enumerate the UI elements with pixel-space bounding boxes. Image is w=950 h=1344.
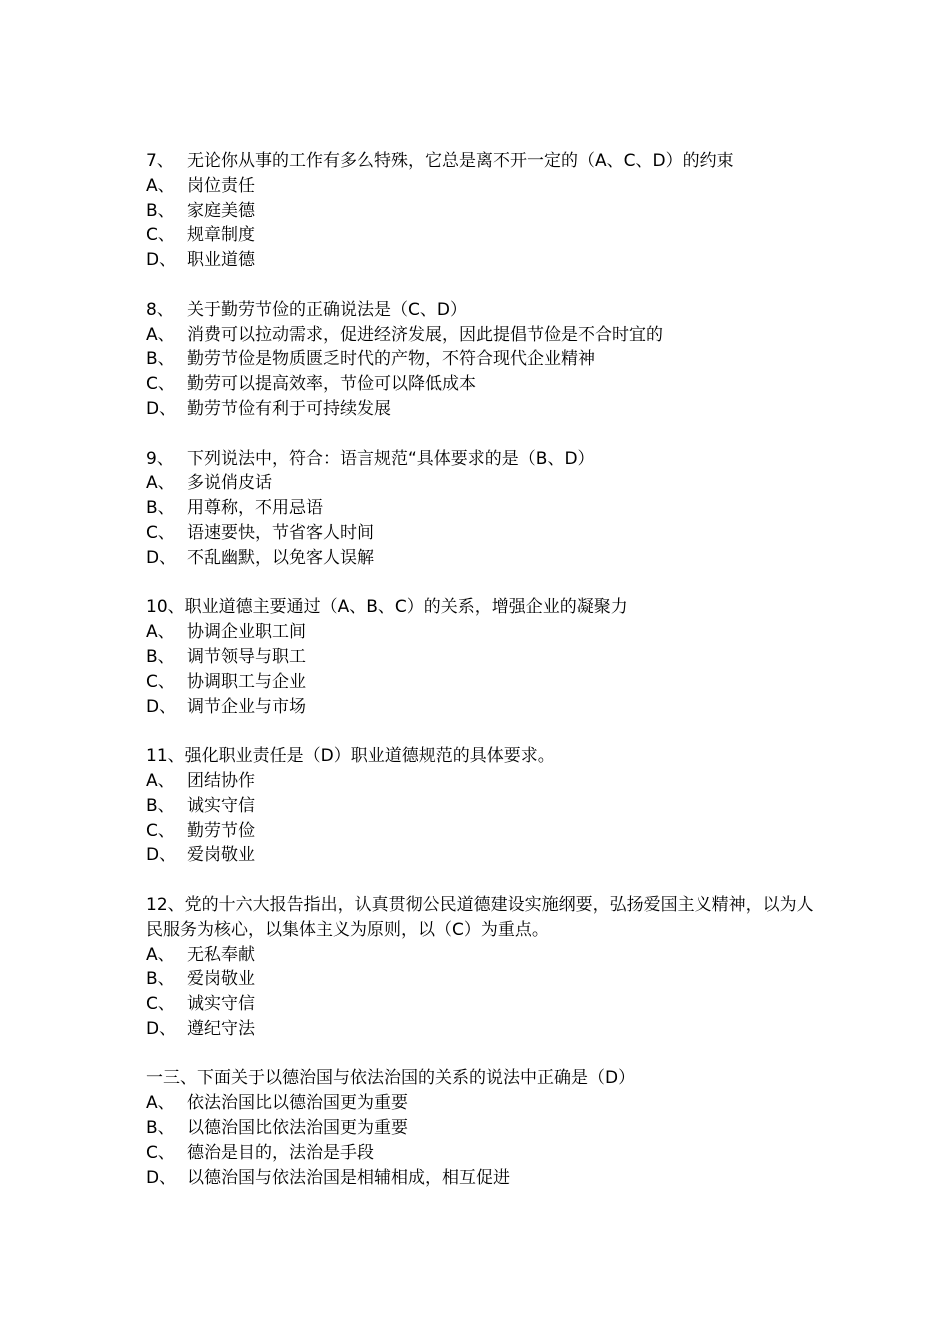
option-a xyxy=(146,323,816,348)
question-list xyxy=(146,149,816,1215)
question-number: 12、 xyxy=(146,894,185,915)
option-letter: A、 xyxy=(146,473,175,494)
option-text: 勤劳可以提高效率，节俭可以降低成本 xyxy=(187,374,476,395)
question-text: 下面关于以德治国与依法治国的关系的说法中正确是（D） xyxy=(197,1068,636,1089)
option-text: 职业道德 xyxy=(187,250,255,271)
option-letter: B、 xyxy=(146,646,175,667)
option-a xyxy=(146,620,816,645)
option-letter: B、 xyxy=(146,795,175,816)
option-text: 多说俏皮话 xyxy=(187,473,272,494)
option-b xyxy=(146,347,816,372)
option-text: 依法治国比以德治国更为重要 xyxy=(187,1093,408,1114)
option-text: 调节企业与市场 xyxy=(187,696,306,717)
option-text: 调节领导与职工 xyxy=(187,646,306,667)
option-letter: B、 xyxy=(146,498,175,519)
question-text: 职业道德主要通过（A、B、C）的关系，增强企业的凝聚力 xyxy=(184,597,628,618)
question-8 xyxy=(146,298,816,422)
option-letter: D、 xyxy=(146,398,177,419)
option-text: 岗位责任 xyxy=(187,175,255,196)
option-text: 勤劳节俭有利于可持续发展 xyxy=(187,398,391,419)
question-text: 无论你从事的工作有多么特殊，它总是离不开一定的（A、C、D）的约束 xyxy=(187,151,734,171)
option-letter: C、 xyxy=(146,374,175,395)
option-c xyxy=(146,372,816,397)
option-c xyxy=(146,670,816,695)
option-letter: A、 xyxy=(146,175,175,196)
option-c xyxy=(146,819,816,844)
option-text: 消费可以拉动需求，促进经济发展，因此提倡节俭是不合时宜的 xyxy=(187,324,663,345)
question-text: 强化职业责任是（D）职业道德规范的具体要求。 xyxy=(184,746,555,767)
option-c xyxy=(146,223,816,248)
question-stem xyxy=(146,893,816,943)
option-a xyxy=(146,1091,816,1116)
option-text: 用尊称，不用忌语 xyxy=(187,498,323,519)
question-stem xyxy=(146,149,816,174)
option-text: 诚实守信 xyxy=(187,795,255,816)
option-text: 无私奉献 xyxy=(187,944,255,965)
option-letter: A、 xyxy=(146,622,175,643)
option-letter: C、 xyxy=(146,820,175,841)
option-a xyxy=(146,769,816,794)
question-number: 11、 xyxy=(146,746,185,767)
option-text: 协调企业职工间 xyxy=(187,622,306,643)
option-text: 团结协作 xyxy=(187,770,255,791)
option-letter: C、 xyxy=(146,671,175,692)
option-text: 勤劳节俭是物质匮乏时代的产物，不符合现代企业精神 xyxy=(187,349,595,370)
question-number: 7、 xyxy=(146,151,174,171)
option-letter: D、 xyxy=(146,250,177,271)
option-text: 诚实守信 xyxy=(187,994,255,1015)
option-text: 遵纪守法 xyxy=(187,1018,255,1039)
option-c xyxy=(146,1141,816,1166)
option-d xyxy=(146,695,816,720)
option-b xyxy=(146,496,816,521)
option-letter: D、 xyxy=(146,1018,177,1039)
option-letter: C、 xyxy=(146,1142,175,1163)
question-text: 下列说法中，符合：语言规范“具体要求的是（B、D） xyxy=(187,448,595,469)
option-letter: C、 xyxy=(146,522,175,543)
question-stem xyxy=(146,298,816,323)
option-text: 不乱幽默，以免客人误解 xyxy=(187,547,374,568)
question-13 xyxy=(146,1066,816,1190)
option-b xyxy=(146,967,816,992)
option-text: 语速要快，节省客人时间 xyxy=(187,522,374,543)
option-d xyxy=(146,1166,816,1191)
question-text: 关于勤劳节俭的正确说法是（C、D） xyxy=(187,299,467,320)
question-11 xyxy=(146,744,816,868)
option-letter: B、 xyxy=(146,200,175,221)
option-text: 德治是目的，法治是手段 xyxy=(187,1142,374,1163)
question-stem xyxy=(146,595,816,620)
option-letter: C、 xyxy=(146,994,175,1015)
question-stem xyxy=(146,447,816,472)
option-letter: B、 xyxy=(146,349,175,370)
option-letter: A、 xyxy=(146,324,175,345)
option-a xyxy=(146,471,816,496)
option-letter: B、 xyxy=(146,1118,175,1139)
option-letter: D、 xyxy=(146,696,177,717)
option-text: 爱岗敬业 xyxy=(187,969,255,990)
option-d xyxy=(146,546,816,571)
question-stem xyxy=(146,744,816,769)
option-b xyxy=(146,645,816,670)
option-d xyxy=(146,1017,816,1042)
question-7 xyxy=(146,149,816,273)
question-number: 10、 xyxy=(146,597,185,618)
option-letter: B、 xyxy=(146,969,175,990)
question-9 xyxy=(146,447,816,571)
option-b xyxy=(146,199,816,224)
option-letter: D、 xyxy=(146,1167,177,1188)
question-number: 8、 xyxy=(146,299,174,320)
question-text-body: 党的十六大报告指出，认真贯彻公民道德建设实施纲要，弘扬爱国主义精神，以为人民服务为核心，以集体主义为原则，以（C）为重点。 xyxy=(146,894,814,940)
option-a xyxy=(146,943,816,968)
option-b xyxy=(146,794,816,819)
option-a xyxy=(146,174,816,199)
option-text: 规章制度 xyxy=(187,225,255,246)
option-letter: C、 xyxy=(146,225,175,246)
option-text: 家庭美德 xyxy=(187,200,255,221)
option-text: 爱岗敬业 xyxy=(187,845,255,866)
question-number: 一三、 xyxy=(146,1068,197,1089)
question-10 xyxy=(146,595,816,719)
option-text: 协调职工与企业 xyxy=(187,671,306,692)
option-b xyxy=(146,1116,816,1141)
option-d xyxy=(146,397,816,422)
option-text: 以德治国比依法治国更为重要 xyxy=(187,1118,408,1139)
option-text: 以德治国与依法治国是相辅相成，相互促进 xyxy=(187,1167,510,1188)
option-d xyxy=(146,843,816,868)
option-c xyxy=(146,992,816,1017)
question-12 xyxy=(146,893,816,1042)
option-letter: A、 xyxy=(146,944,175,965)
option-letter: A、 xyxy=(146,1093,175,1114)
option-d xyxy=(146,248,816,273)
question-text xyxy=(146,893,816,943)
option-letter: A、 xyxy=(146,770,175,791)
option-c xyxy=(146,521,816,546)
question-stem xyxy=(146,1066,816,1091)
question-number: 9、 xyxy=(146,448,174,469)
option-letter: D、 xyxy=(146,547,177,568)
option-text: 勤劳节俭 xyxy=(187,820,255,841)
option-letter: D、 xyxy=(146,845,177,866)
